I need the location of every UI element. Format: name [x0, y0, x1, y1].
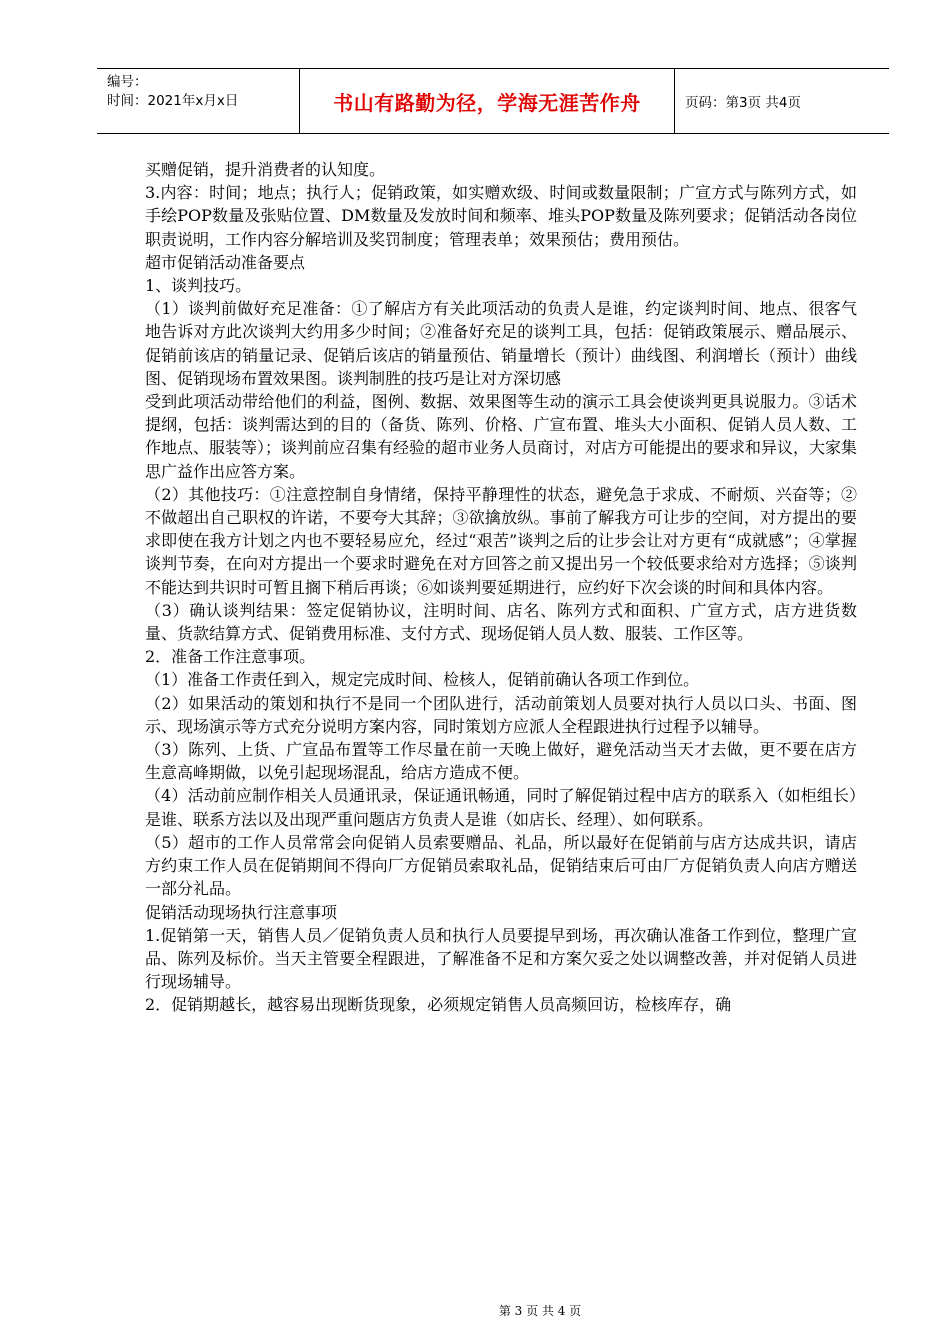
header-meta	[97, 69, 300, 133]
paragraph: 3.内容：时间；地点；执行人；促销政策，如实赠欢级、时间或数量限制；广宣方式与陈列方式，如手绘POP数量及张贴位置、DM数量及发放时间和频率、堆头POP数量及陈列要求；促销活动各岗位职责说明，工作内容分解培训及奖罚制度；管理表单；效果预估；费用预估。	[145, 183, 857, 249]
page-header	[97, 68, 889, 134]
paragraph: （1）准备工作责任到入，规定完成时间、检核人，促销前确认各项工作到位。	[145, 670, 700, 690]
document-number-label: 编号：	[107, 74, 148, 90]
paragraph: （2）其他技巧：①注意控制自身情绪，保持平静理性的状态，避免急于求成、不耐烦、兴奋等；②不做超出自己职权的许诺，不要夸大其辞；③欲擒放纵。事前了解我方可让步的空间，对方提出的要求即使在我方计划之内也不要轻易应允，经过“艰苦”谈判之后的让步会让对方更有“成就感”；④掌握谈判节奏，在向对方提出一个要求时避免在对方回答之前又提出另一个较低要求给对方选择；⑤谈判不能达到共识时可暂且搁下稍后再谈；⑥如谈判要延期进行，应约好下次会谈的时间和具体内容。	[145, 484, 857, 597]
section-heading: 超市促销活动准备要点	[145, 252, 306, 272]
paragraph: 1.促销第一天，销售人员／促销负责人员和执行人员要提早到场，再次确认准备工作到位，整理广宣品、陈列及标价。当天主管要全程跟进，了解准备不足和方案欠妥之处以调整改善，并对促销人员进行现场辅导。	[145, 925, 857, 992]
paragraph: （3）确认谈判结果：签定促销协议，注明时间、店名、陈列方式和面积、广宣方式，店方进货数量、货款结算方式、促销费用标准、支付方式、现场促销人员人数、服装、工作区等。	[145, 600, 857, 644]
paragraph: （2）如果活动的策划和执行不是同一个团队进行，活动前策划人员要对执行人员以口头、书面、图示、现场演示等方式充分说明方案内容，同时策划方应派人全程跟进执行过程予以辅导。	[145, 693, 857, 736]
paragraph: （5）超市的工作人员常常会向促销人员索要赠品、礼品，所以最好在促销前与店方达成共识，请店方约束工作人员在促销期间不得向厂方促销员索取礼品，促销结束后可由厂方促销负责人向店方赠送一部分礼品。	[145, 832, 857, 899]
document-time-label: 时间：2021年x月x日	[107, 93, 239, 109]
header-page-number: 页码：第3页 共4页	[685, 95, 801, 111]
header-motto: 书山有路勤为径，学海无涯苦作舟	[300, 69, 675, 133]
paragraph: 1、谈判技巧。	[145, 276, 252, 296]
paragraph: （4）活动前应制作相关人员通讯录，保证通讯畅通，同时了解促销过程中店方的联系入（如柜组长）是谁、联系方法以及出现严重问题店方负责人是谁（如店长、经理）、如何联系。	[145, 786, 857, 829]
paragraph: （3）陈列、上货、广宣品布置等工作尽量在前一天晚上做好，避免活动当天才去做，更不要在店方生意高峰期做，以免引起现场混乱，给店方造成不便。	[145, 740, 857, 783]
page-footer: 第 3 页 共 4 页	[498, 1304, 582, 1318]
paragraph: 受到此项活动带给他们的利益，图例、数据、效果图等生动的演示工具会使谈判更具说服力。③话术提纲，包括：谈判需达到的目的（备货、陈列、价格、广宣布置、堆头大小面积、促销人员人数、工作地点、服装等）；谈判前应召集有经验的超市业务人员商讨，对店方可能提出的要求和异议，大家集思广益作出应答方案。	[145, 392, 858, 481]
section-heading: 促销活动现场执行注意事项	[145, 902, 338, 922]
document-body	[145, 158, 857, 1017]
paragraph: 2．准备工作注意事项。	[145, 647, 316, 667]
paragraph: （1）谈判前做好充足准备：①了解店方有关此项活动的负责人是谁，约定谈判时间、地点、很客气地告诉对方此次谈判大约用多少时间；②准备好充足的谈判工具，包括：促销政策展示、赠品展示、促销前该店的销量记录、促销后该店的销量预估、销量增长（预计）曲线图、利润增长（预计）曲线图、促销现场布置效果图。谈判制胜的技巧是让对方深切感	[145, 299, 857, 388]
paragraph: 买赠促销，提升消费者的认知度。	[145, 160, 386, 179]
paragraph: 2．促销期越长，越容易出现断货现象，必须规定销售人员高频回访，检核库存，确	[145, 995, 732, 1015]
